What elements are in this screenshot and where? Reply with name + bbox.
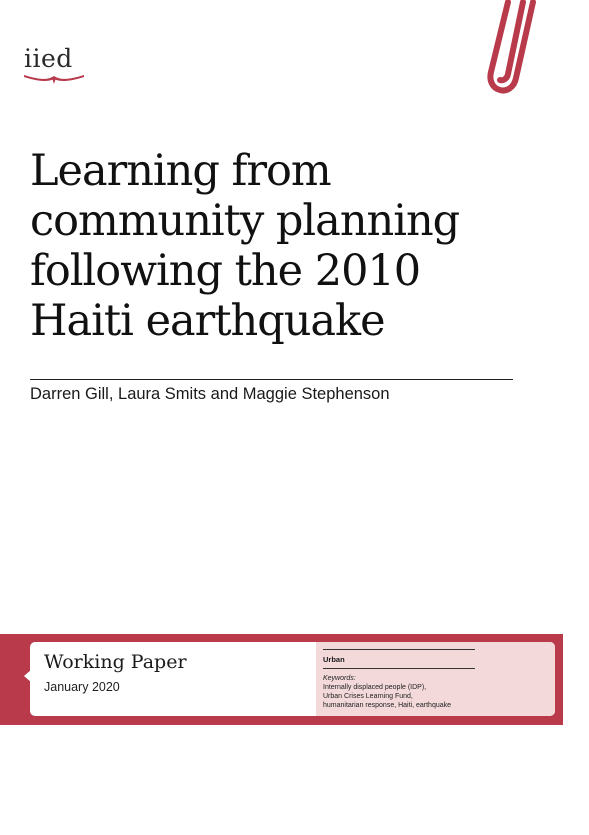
keywords-label: Keywords: <box>323 675 356 682</box>
keywords-panel <box>316 642 555 716</box>
title-line: community planning <box>30 196 460 246</box>
iied-logo <box>24 44 73 73</box>
publication-date: January 2020 <box>44 680 120 694</box>
category-label: Urban <box>323 655 345 664</box>
paperclip-icon <box>478 0 548 115</box>
iied-logo-swash <box>22 72 86 86</box>
series-title: Working Paper <box>44 651 187 673</box>
title-divider <box>30 379 513 380</box>
document-title <box>30 146 530 346</box>
authors: Darren Gill, Laura Smits and Maggie Stephenson <box>30 385 390 403</box>
series-card <box>30 642 555 716</box>
keywords-line: humanitarian response, Haiti, earthquake <box>323 702 452 709</box>
keywords-line: Internally displaced people (IDP), <box>323 684 427 691</box>
logo-text: iied <box>24 44 73 73</box>
title-line: Haiti earthquake <box>30 296 385 346</box>
keywords-line: Urban Crises Learning Fund, <box>323 693 413 700</box>
panel-divider <box>323 649 475 650</box>
panel-divider <box>323 668 475 669</box>
title-line: following the 2010 <box>30 246 421 296</box>
title-line: Learning from <box>30 146 331 196</box>
